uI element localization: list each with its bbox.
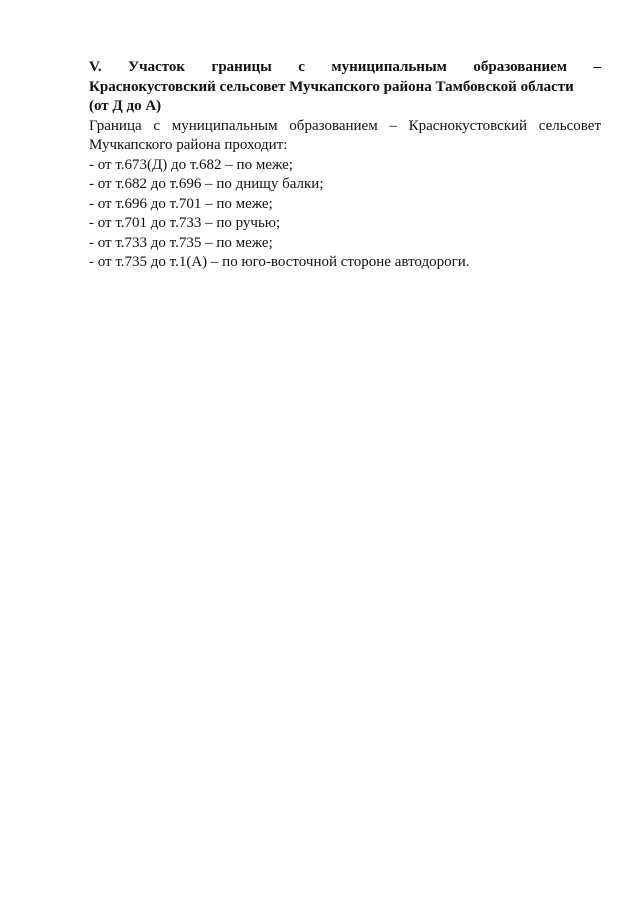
intro-paragraph [89, 117, 601, 156]
intro-line-1: Граница с муниципальным образованием – Краснокустовский сельсовет [89, 117, 601, 134]
boundary-segment: - от т.696 до т.701 – по меже; [89, 195, 273, 212]
intro-line-2: Мучкапского района проходит: [89, 137, 288, 153]
boundary-segment: - от т.701 до т.733 – по ручью; [89, 215, 281, 231]
boundary-segment: - от т.733 до т.735 – по меже; [89, 234, 273, 251]
boundary-segment: - от т.735 до т.1(А) – по юго-восточной стороне автодороги. [89, 254, 470, 270]
document-body [89, 58, 601, 273]
boundary-segment: - от т.673(Д) до т.682 – по меже; [89, 156, 293, 173]
boundary-segments-list [89, 156, 601, 273]
boundary-segment: - от т.682 до т.696 – по днищу балки; [89, 176, 324, 192]
section-heading-line-1: V. Участок границы с муниципальным образованием – [89, 59, 601, 75]
section-heading-line-3: (от Д до А) [89, 98, 162, 114]
section-heading-line-2: Краснокустовский сельсовет Мучкапского района Тамбовской области [89, 78, 574, 95]
section-heading [89, 58, 601, 117]
